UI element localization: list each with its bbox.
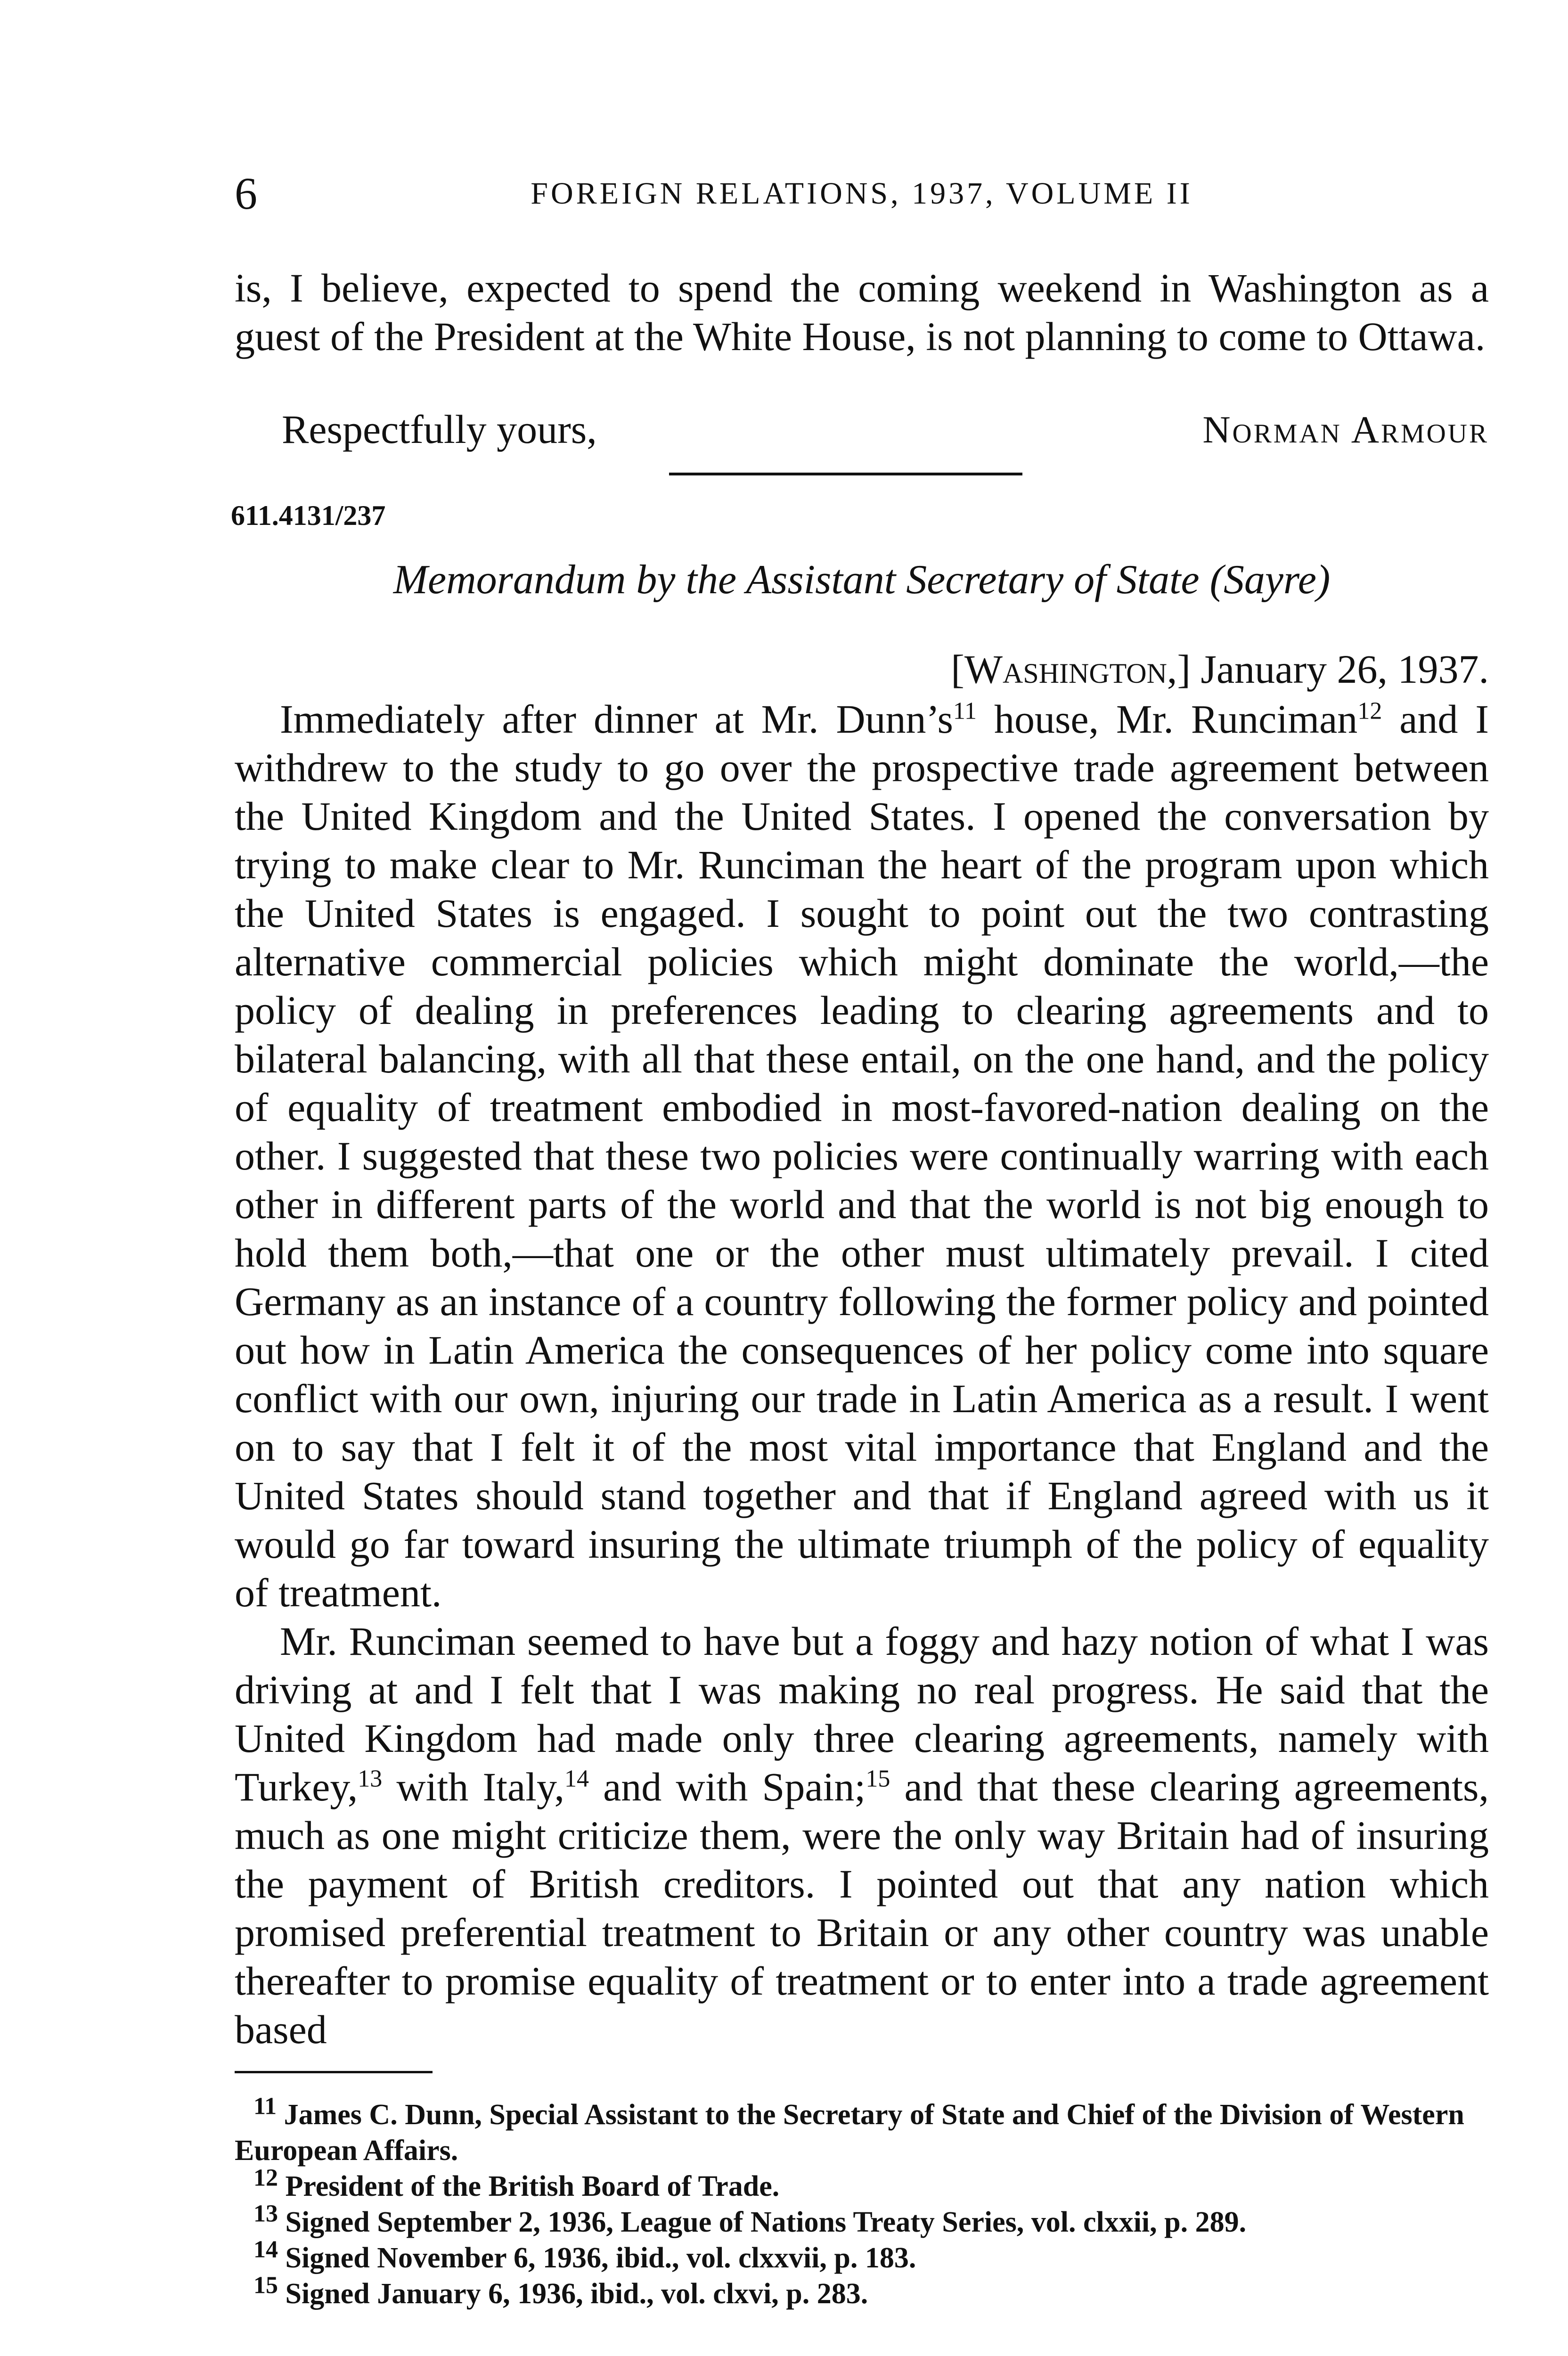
footnote [235, 2093, 1489, 2168]
footnote-text: President of the British Board of Trade. [285, 2170, 780, 2202]
footnote-text: Signed January 6, 1936, ibid., vol. clxvi, p. 283. [285, 2278, 868, 2310]
footnote-ref-13: 13 [358, 1765, 383, 1792]
footnote-mark: 15 [253, 2272, 278, 2299]
footnote-text: James C. Dunn, Special Assistant to the Secretary of State and Chief of the Division of Western European Affairs. [235, 2099, 1464, 2167]
footnote-ref-11: 11 [953, 697, 977, 725]
continuation-text: is, I believe, expected to spend the coming weekend in Washington as a guest of the President at the White House, is not planning to come to Ottawa. [235, 265, 1489, 359]
footnote-mark: 14 [253, 2236, 278, 2263]
continuation-paragraph [235, 264, 1489, 361]
footnote-ref-15: 15 [866, 1765, 890, 1792]
p2-text-a: Mr. Runciman seemed to have but a foggy and hazy notion of what I was driving at and I felt that I was making no real progress. He said that the United Kingdom had made only three clearing agreements, namely with Turkey, [235, 1619, 1489, 1809]
p1-text-a: Immediately after dinner at Mr. Dunn’s [280, 696, 953, 742]
running-title: FOREIGN RELATIONS, 1937, VOLUME II [531, 176, 1193, 211]
dateline [235, 646, 1489, 693]
footnote [235, 2272, 1489, 2312]
footnote-text: Signed November 6, 1936, ibid., vol. clxxvii, p. 183. [285, 2242, 916, 2274]
footnote-divider [235, 2071, 433, 2073]
dateline-place: [Washington,] [951, 646, 1191, 692]
page-header [235, 167, 1489, 224]
p2-text-d: and that these clearing agreements, much as one might criticize them, were the only way Britain had of insuring the payment of British creditors. I pointed out that any nation which promised preferential treatment to Britain or any other country was unable thereafter to promise equality of treatment or to enter into a trade agreement based [235, 1764, 1489, 2052]
footnote [235, 2200, 1489, 2240]
p2-text-b: with Italy, [382, 1764, 564, 1809]
paragraph-2 [235, 1617, 1489, 2054]
footnote-ref-14: 14 [564, 1765, 589, 1792]
footnote-text: Signed September 2, 1936, League of Nations Treaty Series, vol. clxxii, p. 289. [285, 2206, 1247, 2238]
salutation: Respectfully yours, [282, 407, 597, 452]
p2-text-c: and with Spain; [588, 1764, 866, 1809]
footnotes [235, 2093, 1489, 2312]
memo-body [235, 695, 1489, 2054]
file-number: 611.4131/237 [231, 500, 386, 531]
p1-text-b: house, Mr. Runciman [977, 696, 1358, 742]
footnote [235, 2236, 1489, 2276]
p1-text-c: and I withdrew to the study to go over the prospective trade agreement between the United Kingdom and the United States. I opened the conversation by trying to make clear to Mr. Runciman the heart of the program upon which the United States is engaged. I sought to point out the two contrasting alternative commercial policies which might dominate the world,—the policy of dealing in preferences leading to clearing agreements and to bilateral balancing, with all that these entail, on the one hand, and the policy of equality of treatment embodied in most-favored-nation dealing on the other. I suggested that these two policies were continually warring with each other in different parts of the world and that the world is not big enough to hold them both,—that one or the other must ultimately prevail. I cited Germany as an instance of a country following the former policy and pointed out how in Latin America the consequences of her policy come into square conflict with our own, injuring our trade in Latin America as a result. I went on to say that I felt it of the most vital importance that England and the United States should stand together and that if England agreed with us it would go far toward insuring the ultimate triumph of the policy of equality of treatment. [235, 696, 1489, 1615]
footnote-mark: 13 [253, 2200, 278, 2227]
dateline-date: January 26, 1937. [1200, 646, 1489, 692]
paragraph-1 [235, 695, 1489, 1617]
signature: Norman Armour [1202, 408, 1489, 451]
section-divider [669, 473, 1022, 475]
memo-title: Memorandum by the Assistant Secretary of State (Sayre) [393, 557, 1331, 603]
footnote-mark: 12 [253, 2164, 278, 2192]
footnote-mark: 11 [253, 2093, 277, 2120]
footnote-ref-12: 12 [1357, 697, 1382, 725]
footnote [235, 2164, 1489, 2204]
page-number: 6 [235, 168, 257, 219]
